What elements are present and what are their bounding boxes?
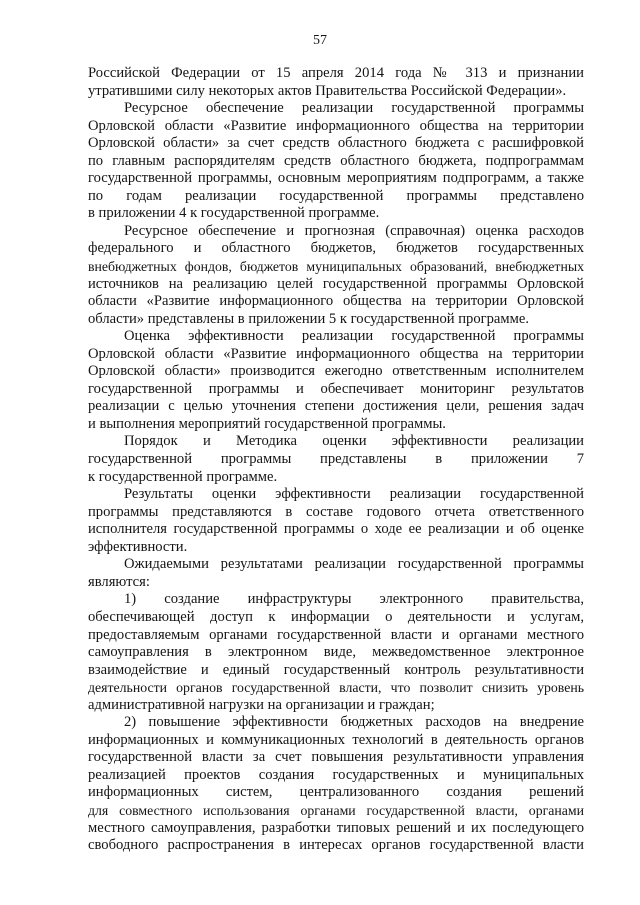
text-line: утратившими силу некоторых актов Правительства Российской Федерации». bbox=[88, 82, 567, 99]
text-line: государственной программы и обеспечивает мониторинг результатов bbox=[88, 380, 584, 397]
text-line: самоуправления в электронном виде, межведомственное электронное bbox=[88, 644, 584, 661]
text-line: для совместного использования органами государственной власти, органами bbox=[88, 802, 584, 818]
text-line: программы представляются в составе годового отчета ответственного bbox=[88, 503, 584, 520]
text-line: обеспечивающей доступ к информации о деятельности и услугам, bbox=[88, 608, 584, 625]
text-line: административной нагрузки на организации и граждан; bbox=[88, 696, 435, 713]
text-line: предоставляемым органами государственной власти и органами местного bbox=[88, 626, 584, 643]
text-line: к государственной программе. bbox=[88, 468, 278, 485]
text-line: государственной власти за счет повышения результативности управления bbox=[88, 749, 584, 766]
text-line: в приложении 4 к государственной программе. bbox=[88, 205, 380, 222]
text-line: Орловской области» за счет средств областного бюджета с расшифровкой bbox=[88, 135, 584, 152]
text-line: взаимодействие и единый государственный контроль результативности bbox=[88, 661, 584, 678]
text-line: Российской Федерации от 15 апреля 2014 года № 313 и признании bbox=[88, 65, 584, 81]
text-line: внебюджетных фондов, бюджетов муниципальных образований, внебюджетных bbox=[88, 259, 584, 275]
text-line: Орловской области «Развитие информационного общества на территории bbox=[88, 345, 584, 362]
text-line: Результаты оценки эффективности реализации государственной bbox=[124, 486, 584, 503]
text-line: государственной программы, основным мероприятиям подпрограмм, а также bbox=[88, 170, 584, 187]
text-line: деятельности органов государственной власти, что позволит снизить уровень bbox=[88, 680, 584, 696]
text-line: и выполнения мероприятий государственной программы. bbox=[88, 415, 446, 432]
text-line: Орловской области «Развитие информационного общества на территории bbox=[88, 117, 584, 134]
page-number: 57 bbox=[313, 33, 327, 48]
text-line: Ожидаемыми результатами реализации государственной программы bbox=[124, 556, 584, 573]
text-line: эффективности. bbox=[88, 538, 188, 555]
text-line: области» представлены в приложении 5 к государственной программе. bbox=[88, 310, 529, 327]
text-line: государственной программы представлены в приложении 7 bbox=[88, 451, 584, 468]
text-line: федерального и областного бюджетов, бюджетов государственных bbox=[88, 240, 584, 257]
text-line: информационных и коммуникационных технологий в деятельность органов bbox=[88, 731, 584, 748]
text-line: Оценка эффективности реализации государственной программы bbox=[124, 328, 584, 345]
text-line: Ресурсное обеспечение и прогнозная (справочная) оценка расходов bbox=[124, 222, 584, 239]
text-line: по главным распорядителям средств областного бюджета, подпрограммам bbox=[88, 152, 584, 169]
text-line: исполнителя государственной программы о ходе ее реализации и об оценке bbox=[88, 521, 584, 538]
text-line: реализации с целью уточнения степени достижения цели, решения задач bbox=[88, 398, 584, 415]
text-line: Орловской области» производится ежегодно ответственным исполнителем bbox=[88, 363, 584, 380]
text-line: Порядок и Методика оценки эффективности реализации bbox=[124, 433, 584, 450]
text-line: Ресурсное обеспечение реализации государственной программы bbox=[124, 100, 584, 117]
text-line: являются: bbox=[88, 573, 150, 590]
text-line: 2) повышение эффективности бюджетных расходов на внедрение bbox=[124, 714, 584, 731]
text-line: по годам реализации государственной программы представлено bbox=[88, 187, 584, 204]
text-line: местного самоуправления, разработки типовых решений и их последующего bbox=[88, 819, 584, 836]
document-body-text bbox=[88, 65, 584, 855]
text-line: 1) создание инфраструктуры электронного правительства, bbox=[124, 591, 584, 608]
text-line: информационных систем, централизованного создания решений bbox=[88, 784, 584, 801]
text-line: источников на реализацию целей государственной программы Орловской bbox=[88, 275, 584, 292]
text-line: области «Развитие информационного общества на территории Орловской bbox=[88, 293, 584, 310]
text-line: реализацией проектов создания государственных и муниципальных bbox=[88, 766, 584, 783]
text-line: свободного распространения в интересах органов государственной власти bbox=[88, 837, 584, 854]
